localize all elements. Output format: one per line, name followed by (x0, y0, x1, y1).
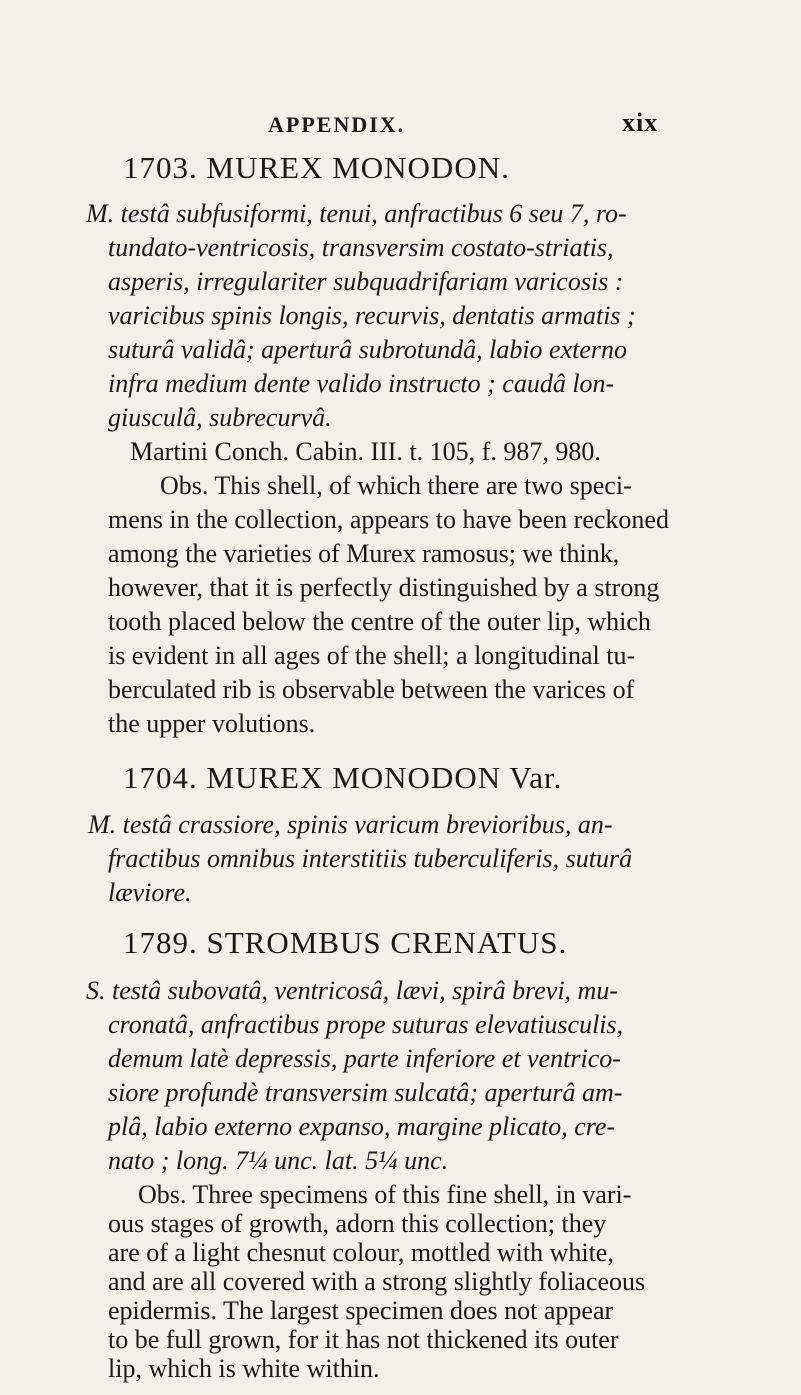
obs-line: however, that it is perfectly distinguished by a strong (108, 573, 660, 602)
description-line: nato ; long. 7¼ unc. lat. 5¼ unc. (108, 1146, 449, 1175)
reference-line: Martini Conch. Cabin. III. t. 105, f. 987, 980. (130, 437, 601, 466)
description-line: M. testâ subfusiformi, tenui, anfractibus 6 seu 7, ro- (86, 199, 627, 228)
description-line: varicibus spinis longis, recurvis, dentatis armatis ; (108, 301, 636, 330)
description-line: M. testâ crassiore, spinis varicum brevioribus, an- (88, 810, 613, 839)
obs-line: mens in the collection, appears to have been reckoned (108, 505, 669, 534)
description-line: siore profundè transversim sulcatâ; aperturâ am- (108, 1078, 623, 1107)
description-line: infra medium dente valido instructo ; caudâ lon- (108, 369, 615, 398)
description-line: fractibus omnibus interstitiis tuberculiferis, suturâ (108, 844, 633, 873)
description-line: asperis, irregulariter subquadrifariam varicosis : (108, 267, 624, 296)
running-title: APPENDIX. (268, 112, 406, 137)
running-header (0, 104, 801, 140)
page-number: xix (622, 108, 659, 137)
description-line: plâ, labio externo expanso, margine plicato, cre- (108, 1112, 616, 1141)
entry-title-1704: 1704. MUREX MONODON Var. (123, 760, 563, 795)
description-line: giusculâ, subrecurvâ. (108, 403, 332, 432)
obs-line: ous stages of growth, adorn this collection; they (108, 1209, 607, 1238)
obs-line: among the varieties of Murex ramosus; we think, (108, 539, 620, 568)
obs-line: to be full grown, for it has not thickened its outer (108, 1325, 619, 1354)
description-line: S. testâ subovatâ, ventricosâ, lævi, spirâ brevi, mu- (86, 976, 618, 1005)
entry-title-1703: 1703. MUREX MONODON. (123, 150, 510, 185)
obs-line: is evident in all ages of the shell; a longitudinal tu- (108, 641, 636, 670)
obs-line: epidermis. The largest specimen does not appear (108, 1296, 614, 1325)
description-line: tundato-ventricosis, transversim costato-striatis, (108, 233, 614, 262)
obs-line: lip, which is white within. (108, 1354, 380, 1383)
obs-line: are of a light chesnut colour, mottled with white, (108, 1238, 614, 1267)
obs-line: berculated rib is observable between the varices of (108, 675, 635, 704)
obs-line: Obs. Three specimens of this fine shell, in vari- (138, 1180, 632, 1209)
obs-line: tooth placed below the centre of the outer lip, which (108, 607, 651, 636)
description-line: demum latè depressis, parte inferiore et ventrico- (108, 1044, 621, 1073)
obs-line: the upper volutions. (108, 709, 316, 738)
description-line: læviore. (108, 878, 192, 907)
obs-line: Obs. This shell, of which there are two speci- (160, 471, 632, 500)
description-line: cronatâ, anfractibus prope suturas elevatiusculis, (108, 1010, 624, 1039)
obs-line: and are all covered with a strong slightly foliaceous (108, 1267, 646, 1296)
entry-title-1789: 1789. STROMBUS CRENATUS. (123, 925, 568, 960)
description-line: suturâ validâ; aperturâ subrotundâ, labio externo (108, 335, 628, 364)
